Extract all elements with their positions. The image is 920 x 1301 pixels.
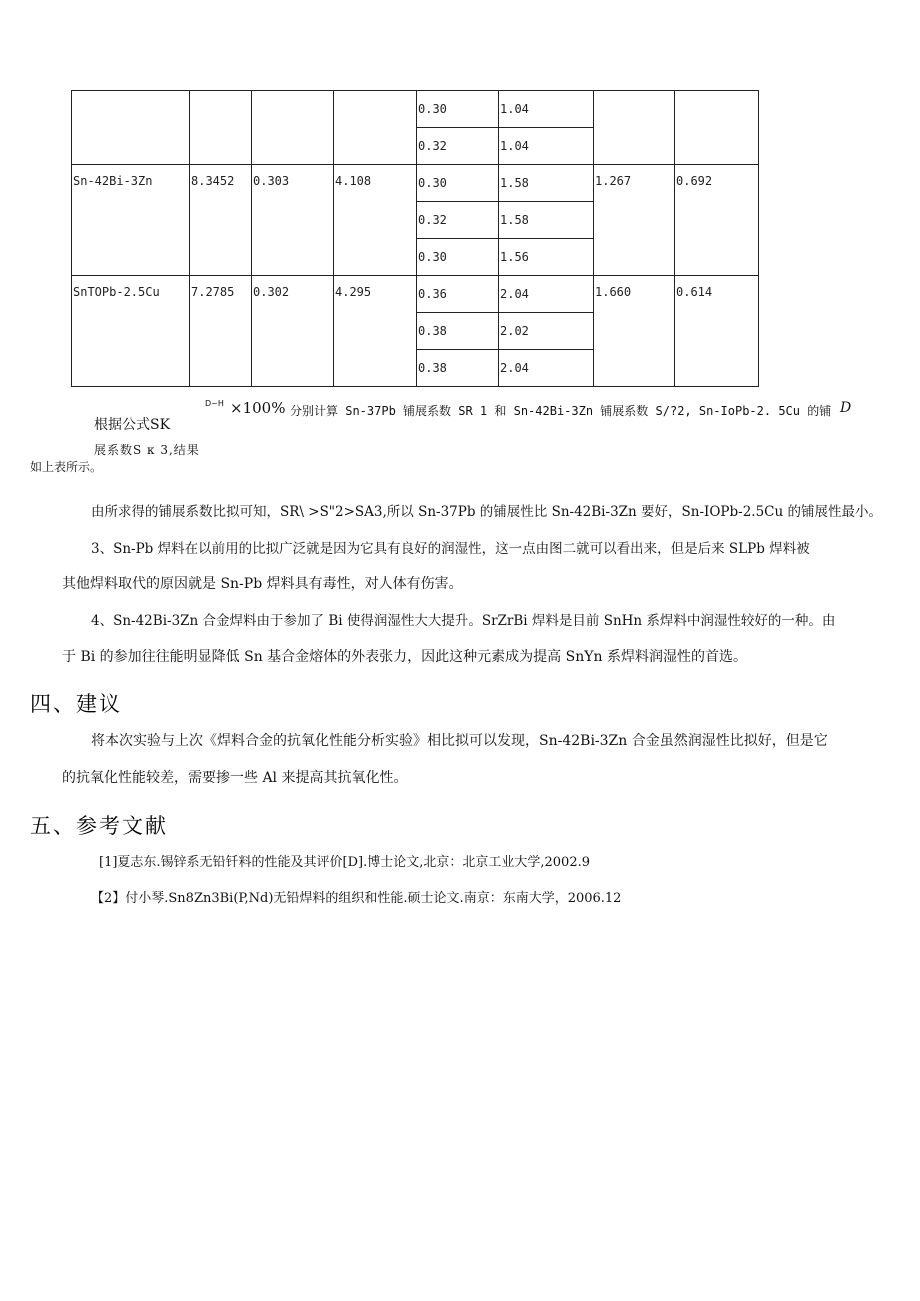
table-cell: 2.04 <box>499 350 594 387</box>
formula-fraction: D~H <box>205 399 224 408</box>
table-row <box>72 91 759 128</box>
paragraph-3-line-2: 其他焊料取代的原因就是 Sn-Pb 焊料具有毒性，对人体有伤害。 <box>62 576 463 592</box>
paragraph-conclusion: 由所求得的铺展系数比拟可知，SR\ >S"2>SA3,所以 Sn-37Pb 的铺展性比 Sn-42Bi-3Zn 要好，Sn-IOPb-2.5Cu 的铺展性最小。 <box>91 504 882 520</box>
table-cell: 2.04 <box>499 276 594 313</box>
table-cell: 4.108 <box>334 165 417 276</box>
table-cell: 0.30 <box>417 165 499 202</box>
table-cell: 1.58 <box>499 202 594 239</box>
reference-2: 【2】付小琴.Sn8Zn3Bi(P,Nd)无铅焊料的组织和性能.硕士论文.南京：东南大学，2006.12 <box>91 891 622 906</box>
table-cell: 1.56 <box>499 239 594 276</box>
table-cell: 1.660 <box>594 276 675 387</box>
spreading-coefficient-table <box>71 90 759 387</box>
table-cell: 2.02 <box>499 313 594 350</box>
table-cell: 1.58 <box>499 165 594 202</box>
table-cell: 0.38 <box>417 313 499 350</box>
paragraph-4-line-1: 4、Sn-42Bi-3Zn 合金焊料由于参加了 Bi 使得润湿性大大提升。SrZrBi 焊料是目前 SnHn 系焊料中润湿性较好的一种。由 <box>91 613 836 629</box>
table-row <box>72 165 759 202</box>
alloy-cell: Sn-42Bi-3Zn <box>72 165 190 276</box>
table-cell: 0.32 <box>417 202 499 239</box>
formula-d: D <box>840 400 852 416</box>
table-cell: 8.3452 <box>190 165 252 276</box>
table-cell: 0.36 <box>417 276 499 313</box>
table-cell: 1.04 <box>499 128 594 165</box>
formula-line-b: 展系数S κ 3,结果 <box>94 443 200 457</box>
table-cell: 1.04 <box>499 91 594 128</box>
table-cell: 1.267 <box>594 165 675 276</box>
table-cell: 0.32 <box>417 128 499 165</box>
formula-text: 分别计算 Sn-37Pb 铺展系数 SR 1 和 Sn-42Bi-3Zn 铺展系数 S/?2, Sn-IoPb-2. 5Cu 的铺 <box>290 404 832 418</box>
table-cell: 0.303 <box>252 165 334 276</box>
suggestions-line-2: 的抗氧化性能较差，需要掺一些 Al 来提高其抗氧化性。 <box>62 770 408 786</box>
table-cell: 0.30 <box>417 239 499 276</box>
table-cell: 4.295 <box>334 276 417 387</box>
table-cell: 0.30 <box>417 91 499 128</box>
paragraph-4-line-2: 于 Bi 的参加往往能明显降低 Sn 基合金熔体的外表张力，因此这种元素成为提高 SnYn 系焊料润湿性的首选。 <box>62 649 747 665</box>
reference-1: [1]夏志东.锡锌系无铅钎料的性能及其评价[D].博士论文,北京：北京工业大学,2002.9 <box>99 855 590 870</box>
table-cell: 0.692 <box>675 165 759 276</box>
table-cell: 7.2785 <box>190 276 252 387</box>
table-cell: 0.614 <box>675 276 759 387</box>
table-cell: 0.302 <box>252 276 334 387</box>
formula-line-c: 如上表所示。 <box>30 460 103 474</box>
section-title-references: 五、参考文献 <box>30 814 168 838</box>
table-row <box>72 276 759 313</box>
paragraph-3-line-1: 3、Sn-Pb 焊料在以前用的比拟广泛就是因为它具有良好的润湿性，这一点由图二就可以看出来，但是后来 SLPb 焊料被 <box>91 541 810 557</box>
alloy-cell: SnTOPb-2.5Cu <box>72 276 190 387</box>
suggestions-line-1: 将本次实验与上次《焊料合金的抗氧化性能分析实验》相比拟可以发现，Sn-42Bi-3Zn 合金虽然润湿性比拟好，但是它 <box>91 733 828 749</box>
formula-times-100: ×100% <box>230 399 286 417</box>
table-cell: 0.38 <box>417 350 499 387</box>
section-title-suggestions: 四、建议 <box>30 692 122 716</box>
formula-line-a: 根据公式SK <box>94 417 171 433</box>
